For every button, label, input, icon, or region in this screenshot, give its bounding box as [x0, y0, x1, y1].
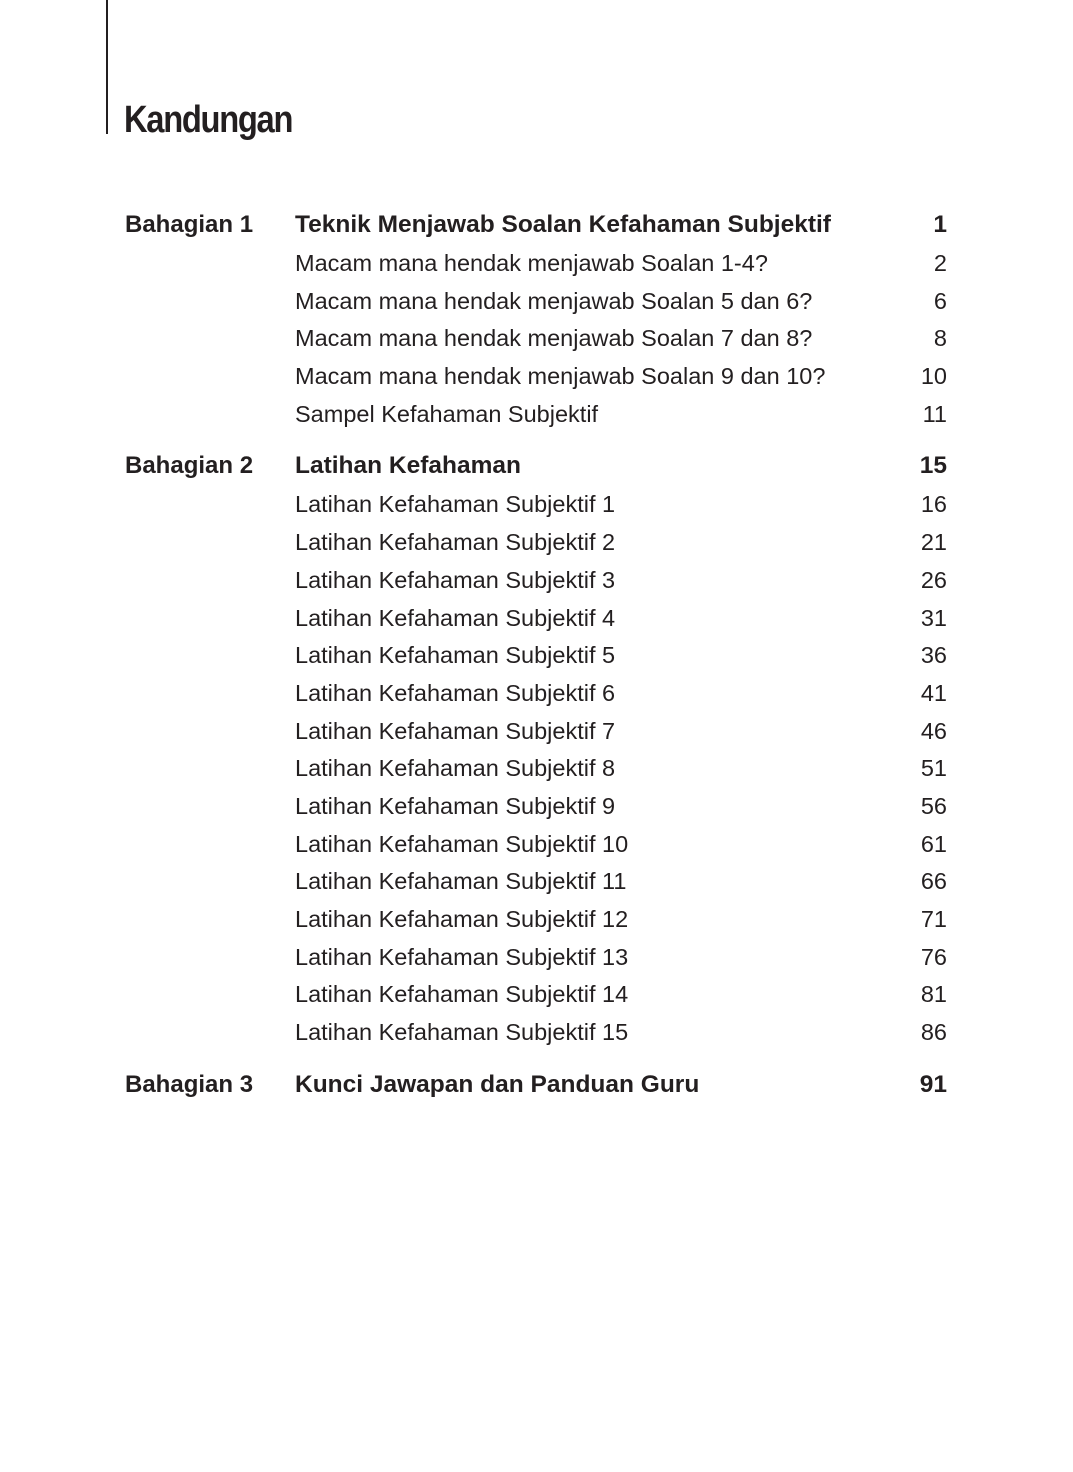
entry-page-number: 16: [920, 491, 947, 518]
entry-title: Latihan Kefahaman Subjektif 13: [295, 943, 629, 970]
toc-entry[interactable]: [125, 863, 947, 901]
toc-section-2: [125, 446, 947, 1051]
entry-title: Latihan Kefahaman Subjektif 12: [295, 906, 629, 932]
margin-rule: [106, 0, 108, 134]
toc-entry[interactable]: [125, 486, 947, 524]
entry-title: Latihan Kefahaman Subjektif 1: [295, 491, 616, 518]
toc-entry[interactable]: [125, 1014, 947, 1052]
section-label: Bahagian 1: [125, 211, 254, 238]
toc-entry[interactable]: [125, 826, 947, 864]
section-title: Kunci Jawapan dan Panduan Guru: [295, 1070, 700, 1098]
toc-entry[interactable]: [125, 396, 947, 434]
entry-page-number: 8: [933, 325, 947, 352]
entry-page-number: 71: [920, 906, 947, 932]
entry-page-number: 31: [920, 604, 947, 631]
toc-entry[interactable]: [125, 939, 947, 977]
entry-title: Macam mana hendak menjawab Soalan 5 dan 6?: [295, 287, 813, 314]
toc-entry[interactable]: [125, 637, 947, 675]
entry-page-number: 46: [920, 717, 947, 744]
toc-entry[interactable]: [125, 976, 947, 1014]
entry-page-number: 86: [920, 1019, 947, 1046]
toc-entry[interactable]: [125, 750, 947, 788]
toc-entry[interactable]: [125, 245, 947, 283]
entry-title: Macam mana hendak menjawab Soalan 9 dan 10?: [295, 363, 826, 390]
toc-section-heading[interactable]: [125, 446, 947, 486]
toc-entry[interactable]: [125, 358, 947, 396]
toc-section-1: [125, 205, 947, 433]
toc-entry[interactable]: [125, 713, 947, 751]
entry-title: Macam mana hendak menjawab Soalan 7 dan 8?: [295, 325, 813, 352]
entry-page-number: 10: [920, 363, 947, 390]
entry-title: Sampel Kefahaman Subjektif: [295, 400, 599, 427]
section-page-number: 1: [933, 211, 947, 238]
entry-title: Latihan Kefahaman Subjektif 5: [295, 642, 616, 669]
toc-entry[interactable]: [125, 320, 947, 358]
entry-title: Latihan Kefahaman Subjektif 11: [295, 868, 627, 895]
entry-page-number: 2: [933, 250, 947, 276]
entry-title: Latihan Kefahaman Subjektif 3: [295, 566, 616, 593]
toc-entry[interactable]: [125, 600, 947, 638]
section-page-number: 91: [919, 1070, 947, 1098]
entry-page-number: 51: [920, 755, 947, 782]
section-label: Bahagian 3: [125, 1070, 254, 1098]
entry-page-number: 66: [920, 868, 947, 895]
entry-title: Latihan Kefahaman Subjektif 10: [295, 830, 629, 857]
entry-page-number: 41: [920, 679, 947, 706]
entry-title: Latihan Kefahaman Subjektif 8: [295, 755, 616, 782]
entry-page-number: 26: [920, 566, 947, 593]
entry-title: Latihan Kefahaman Subjektif 4: [295, 604, 616, 631]
section-title: Teknik Menjawab Soalan Kefahaman Subjektif: [295, 211, 831, 238]
entry-title: Latihan Kefahaman Subjektif 7: [295, 717, 616, 744]
entry-page-number: 36: [920, 642, 947, 669]
entry-page-number: 11: [922, 400, 947, 427]
entry-title: Macam mana hendak menjawab Soalan 1-4?: [295, 250, 768, 276]
entry-page-number: 21: [920, 529, 947, 556]
entry-page-number: 76: [920, 943, 947, 970]
toc-entry[interactable]: [125, 675, 947, 713]
toc-entry[interactable]: [125, 283, 947, 321]
toc-section-3: [125, 1065, 947, 1105]
entry-title: Latihan Kefahaman Subjektif 2: [295, 529, 616, 556]
entry-page-number: 81: [920, 981, 947, 1008]
entry-page-number: 61: [920, 830, 947, 857]
toc-entry[interactable]: [125, 788, 947, 826]
entry-title: Latihan Kefahaman Subjektif 14: [295, 981, 629, 1008]
toc-section-heading[interactable]: [125, 1065, 947, 1105]
toc-entry[interactable]: [125, 524, 947, 562]
toc-section-heading[interactable]: [125, 205, 947, 245]
entry-page-number: 56: [920, 792, 947, 819]
table-of-contents: [125, 205, 947, 1105]
entry-page-number: 6: [933, 287, 947, 314]
toc-entry[interactable]: [125, 562, 947, 600]
section-title: Latihan Kefahaman: [295, 452, 521, 480]
page-title: Kandungan: [124, 99, 293, 141]
section-page-number: 15: [919, 452, 947, 480]
section-label: Bahagian 2: [125, 452, 254, 480]
entry-title: Latihan Kefahaman Subjektif 6: [295, 679, 616, 706]
entry-title: Latihan Kefahaman Subjektif 9: [295, 792, 616, 819]
entry-title: Latihan Kefahaman Subjektif 15: [295, 1019, 629, 1046]
toc-entry[interactable]: [125, 901, 947, 939]
